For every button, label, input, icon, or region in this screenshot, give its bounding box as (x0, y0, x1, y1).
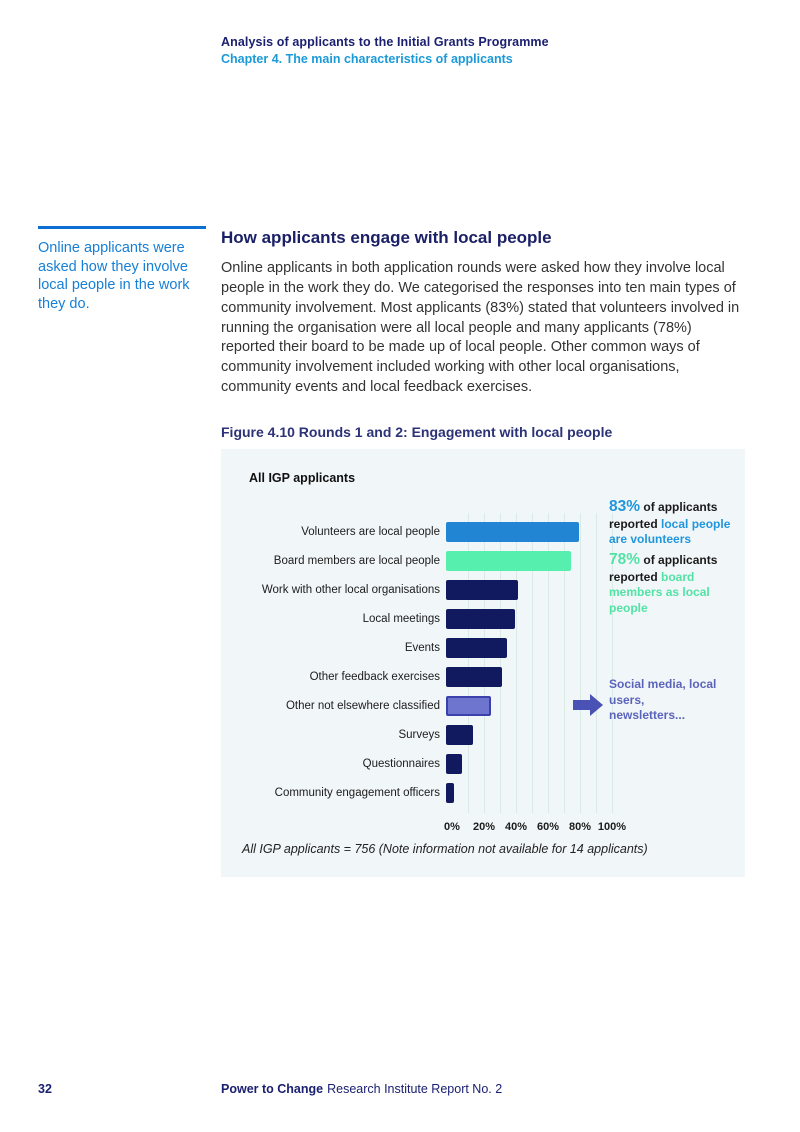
bar-track (446, 667, 606, 687)
figure-caption: Figure 4.10 Rounds 1 and 2: Engagement with local people (221, 424, 613, 441)
x-axis-tick: 20% (472, 821, 496, 834)
chart-bar (446, 783, 454, 803)
footer-brand (221, 1082, 502, 1096)
report-title: Analysis of applicants to the Initial Grants Programme (221, 35, 549, 49)
bar-label: Work with other local organisations (261, 583, 440, 596)
bar-label: Other feedback exercises (309, 670, 440, 683)
chart-row (231, 778, 612, 807)
page-number: 32 (38, 1082, 52, 1096)
chart-row (231, 662, 612, 691)
x-axis-tick: 0% (444, 821, 460, 834)
chapter-subtitle: Chapter 4. The main characteristics of applicants (221, 52, 513, 66)
x-axis-tick: 100% (597, 821, 627, 834)
chart-row (231, 604, 612, 633)
chart-panel (221, 449, 745, 877)
annotation-volunteers-mid: of applicants reported (609, 500, 718, 531)
chart-bar (446, 609, 515, 629)
chart-bar (446, 551, 571, 571)
body-paragraph: Online applicants in both application rounds were asked how they involve local people in the work they do. We categorised the responses into ten main types of community involvement. Most applicants (83%) stated that volunteers involved in running the organisation were all local people and many applicants (78%) reported their board to be made up of local people. Other common ways of community involvement included working with other local organisations, community events and local feedback exercises. (221, 260, 740, 396)
bar-track (446, 638, 606, 658)
arrow-note: Social media, local users, newsletters... (609, 677, 717, 723)
chart-rows (231, 517, 612, 807)
annotation-volunteers (609, 497, 747, 548)
chart-title: All IGP applicants (249, 471, 356, 486)
annotation-board-mid: of applicants reported (609, 553, 718, 584)
annotation-volunteers-tail: local people are volunteers (609, 516, 731, 547)
chart-footnote: All IGP applicants = 756 (Note information not available for 14 applicants) (242, 842, 648, 857)
annotation-board (609, 550, 747, 616)
page-header (221, 35, 549, 66)
bar-label: Community engagement officers (274, 786, 440, 799)
bar-label: Local meetings (362, 612, 440, 625)
bar-label: Questionnaires (362, 757, 440, 770)
chart-row (231, 546, 612, 575)
bar-label: Volunteers are local people (301, 525, 440, 538)
bar-track (446, 609, 606, 629)
bar-label: Board members are local people (273, 554, 440, 567)
bar-label: Events (404, 641, 440, 654)
bar-track (446, 551, 606, 571)
margin-callout (38, 226, 206, 313)
bar-track (446, 754, 606, 774)
x-axis-tick: 60% (536, 821, 560, 834)
bar-track (446, 783, 606, 803)
chart-row (231, 517, 612, 546)
chart-bar (446, 667, 502, 687)
x-axis (444, 821, 627, 835)
callout-text: Online applicants were asked how they involve local people in the work they do. (38, 240, 190, 312)
chart-bar (446, 754, 462, 774)
right-arrow-icon (573, 694, 603, 716)
chart-bar (446, 638, 507, 658)
chart-row (231, 720, 612, 749)
footer-brand-rest: Research Institute Report No. 2 (327, 1082, 503, 1096)
x-axis-tick: 80% (568, 821, 592, 834)
bar-label: Other not elsewhere classified (285, 699, 440, 712)
annotation-volunteers-pct: 83% (609, 498, 641, 516)
main-column (221, 228, 747, 877)
chart-row (231, 633, 612, 662)
chart-bar (446, 696, 491, 716)
callout-rule (38, 226, 206, 229)
chart-bar (446, 522, 579, 542)
chart-row (231, 575, 612, 604)
chart-bar (446, 725, 473, 745)
chart-bar (446, 580, 518, 600)
footer-brand-bold: Power to Change (221, 1082, 324, 1096)
x-axis-tick: 40% (504, 821, 528, 834)
bar-label: Surveys (398, 728, 440, 741)
chart-row (231, 691, 612, 720)
bar-track (446, 725, 606, 745)
annotation-board-pct: 78% (609, 551, 641, 569)
section-heading: How applicants engage with local people (221, 228, 552, 247)
bar-track (446, 580, 606, 600)
chart-row (231, 749, 612, 778)
bar-track (446, 522, 606, 542)
annotation-board-tail: board members as local people (609, 569, 710, 615)
